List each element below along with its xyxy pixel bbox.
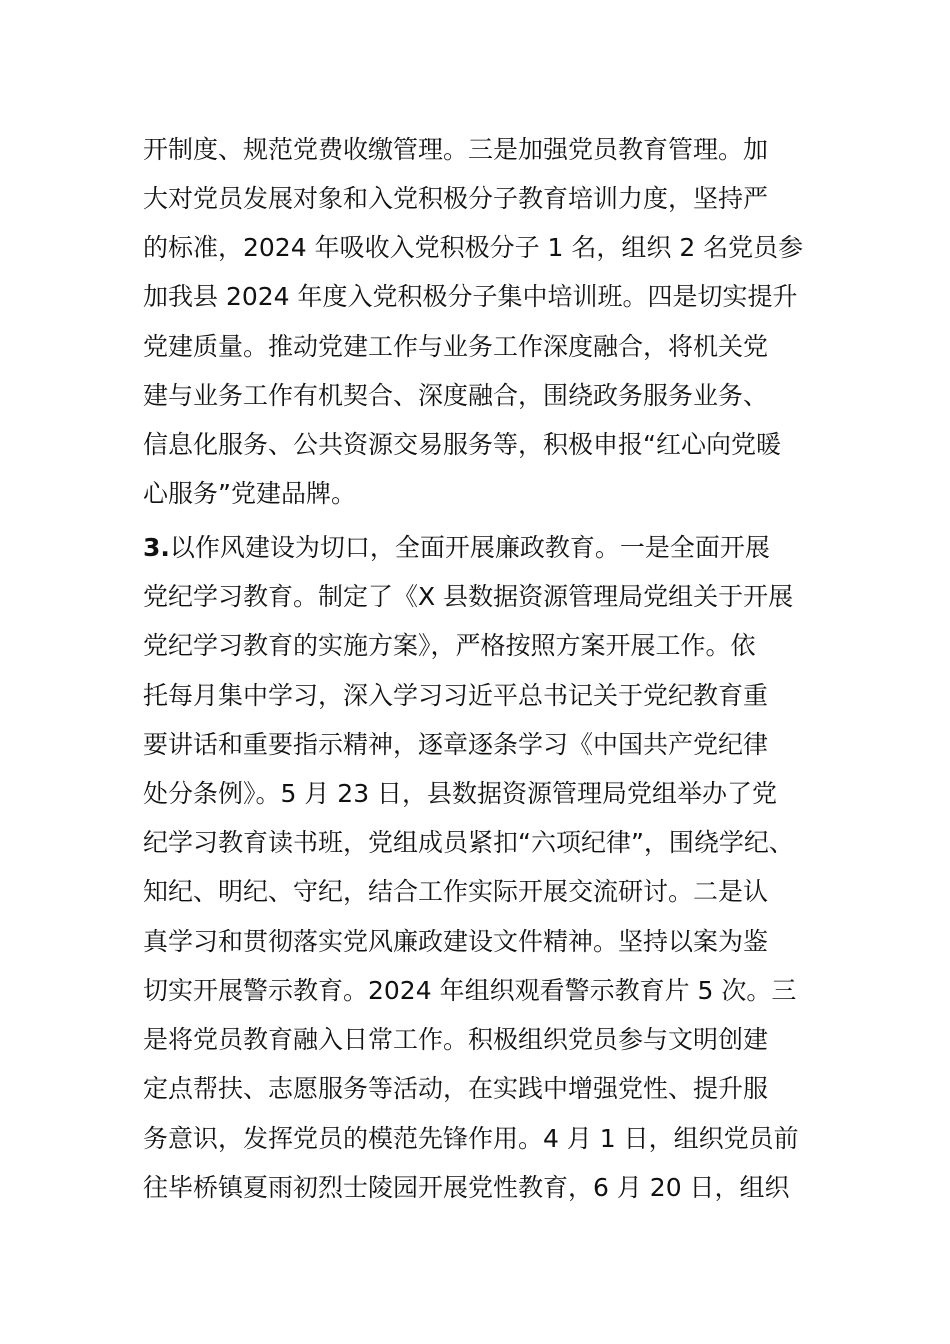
paragraph-line: 的标准，2024 年吸收入党积极分子 1 名，组织 2 名党员参 <box>143 233 804 262</box>
paragraph-line: 处分条例》。5 月 23 日，县数据资源管理局党组举办了党 <box>143 779 778 808</box>
paragraph-line: 托每月集中学习，深入学习习近平总书记关于党纪教育重 <box>143 681 769 710</box>
paragraph-line: 大对党员发展对象和入党积极分子教育培训力度，坚持严 <box>143 184 769 213</box>
paragraph-line: 党纪学习教育的实施方案》，严格按照方案开展工作。依 <box>143 631 756 660</box>
section-heading-3 <box>143 533 770 563</box>
paragraph-line: 党纪学习教育。制定了《X 县数据资源管理局党组关于开展 <box>143 582 794 611</box>
paragraph-line: 加我县 2024 年度入党积极分子集中培训班。四是切实提升 <box>143 282 798 311</box>
paragraph-line: 心服务”党建品牌。 <box>143 479 356 508</box>
paragraph-line: 要讲话和重要指示精神，逐章逐条学习《中国共产党纪律 <box>143 730 769 759</box>
paragraph-line: 定点帮扶、志愿服务等活动，在实践中增强党性、提升服 <box>143 1074 769 1103</box>
section-number: 3. <box>143 533 170 562</box>
section-heading-text: 以作风建设为切口，全面开展廉政教育。一是全面开展 <box>169 533 770 562</box>
paragraph-line: 真学习和贯彻落实党风廉政建设文件精神。坚持以案为鉴 <box>143 927 769 956</box>
paragraph-line: 党建质量。推动党建工作与业务工作深度融合，将机关党 <box>143 332 769 361</box>
paragraph-line: 知纪、明纪、守纪，结合工作实际开展交流研讨。二是认 <box>143 877 769 906</box>
paragraph-line: 切实开展警示教育。2024 年组织观看警示教育片 5 次。三 <box>143 976 797 1005</box>
paragraph-line: 是将党员教育融入日常工作。积极组织党员参与文明创建 <box>143 1025 769 1054</box>
paragraph-line: 信息化服务、公共资源交易服务等，积极申报“红心向党暖 <box>143 430 781 459</box>
paragraph-line: 务意识，发挥党员的模范先锋作用。4 月 1 日，组织党员前 <box>143 1124 799 1153</box>
paragraph-line: 纪学习教育读书班，党组成员紧扣“六项纪律”，围绕学纪、 <box>143 828 794 857</box>
paragraph-line: 往毕桥镇夏雨初烈士陵园开展党性教育，6 月 20 日，组织 <box>143 1173 790 1202</box>
paragraph-line: 开制度、规范党费收缴管理。三是加强党员教育管理。加 <box>143 135 769 164</box>
paragraph-line: 建与业务工作有机契合、深度融合，围绕政务服务业务、 <box>143 381 769 410</box>
